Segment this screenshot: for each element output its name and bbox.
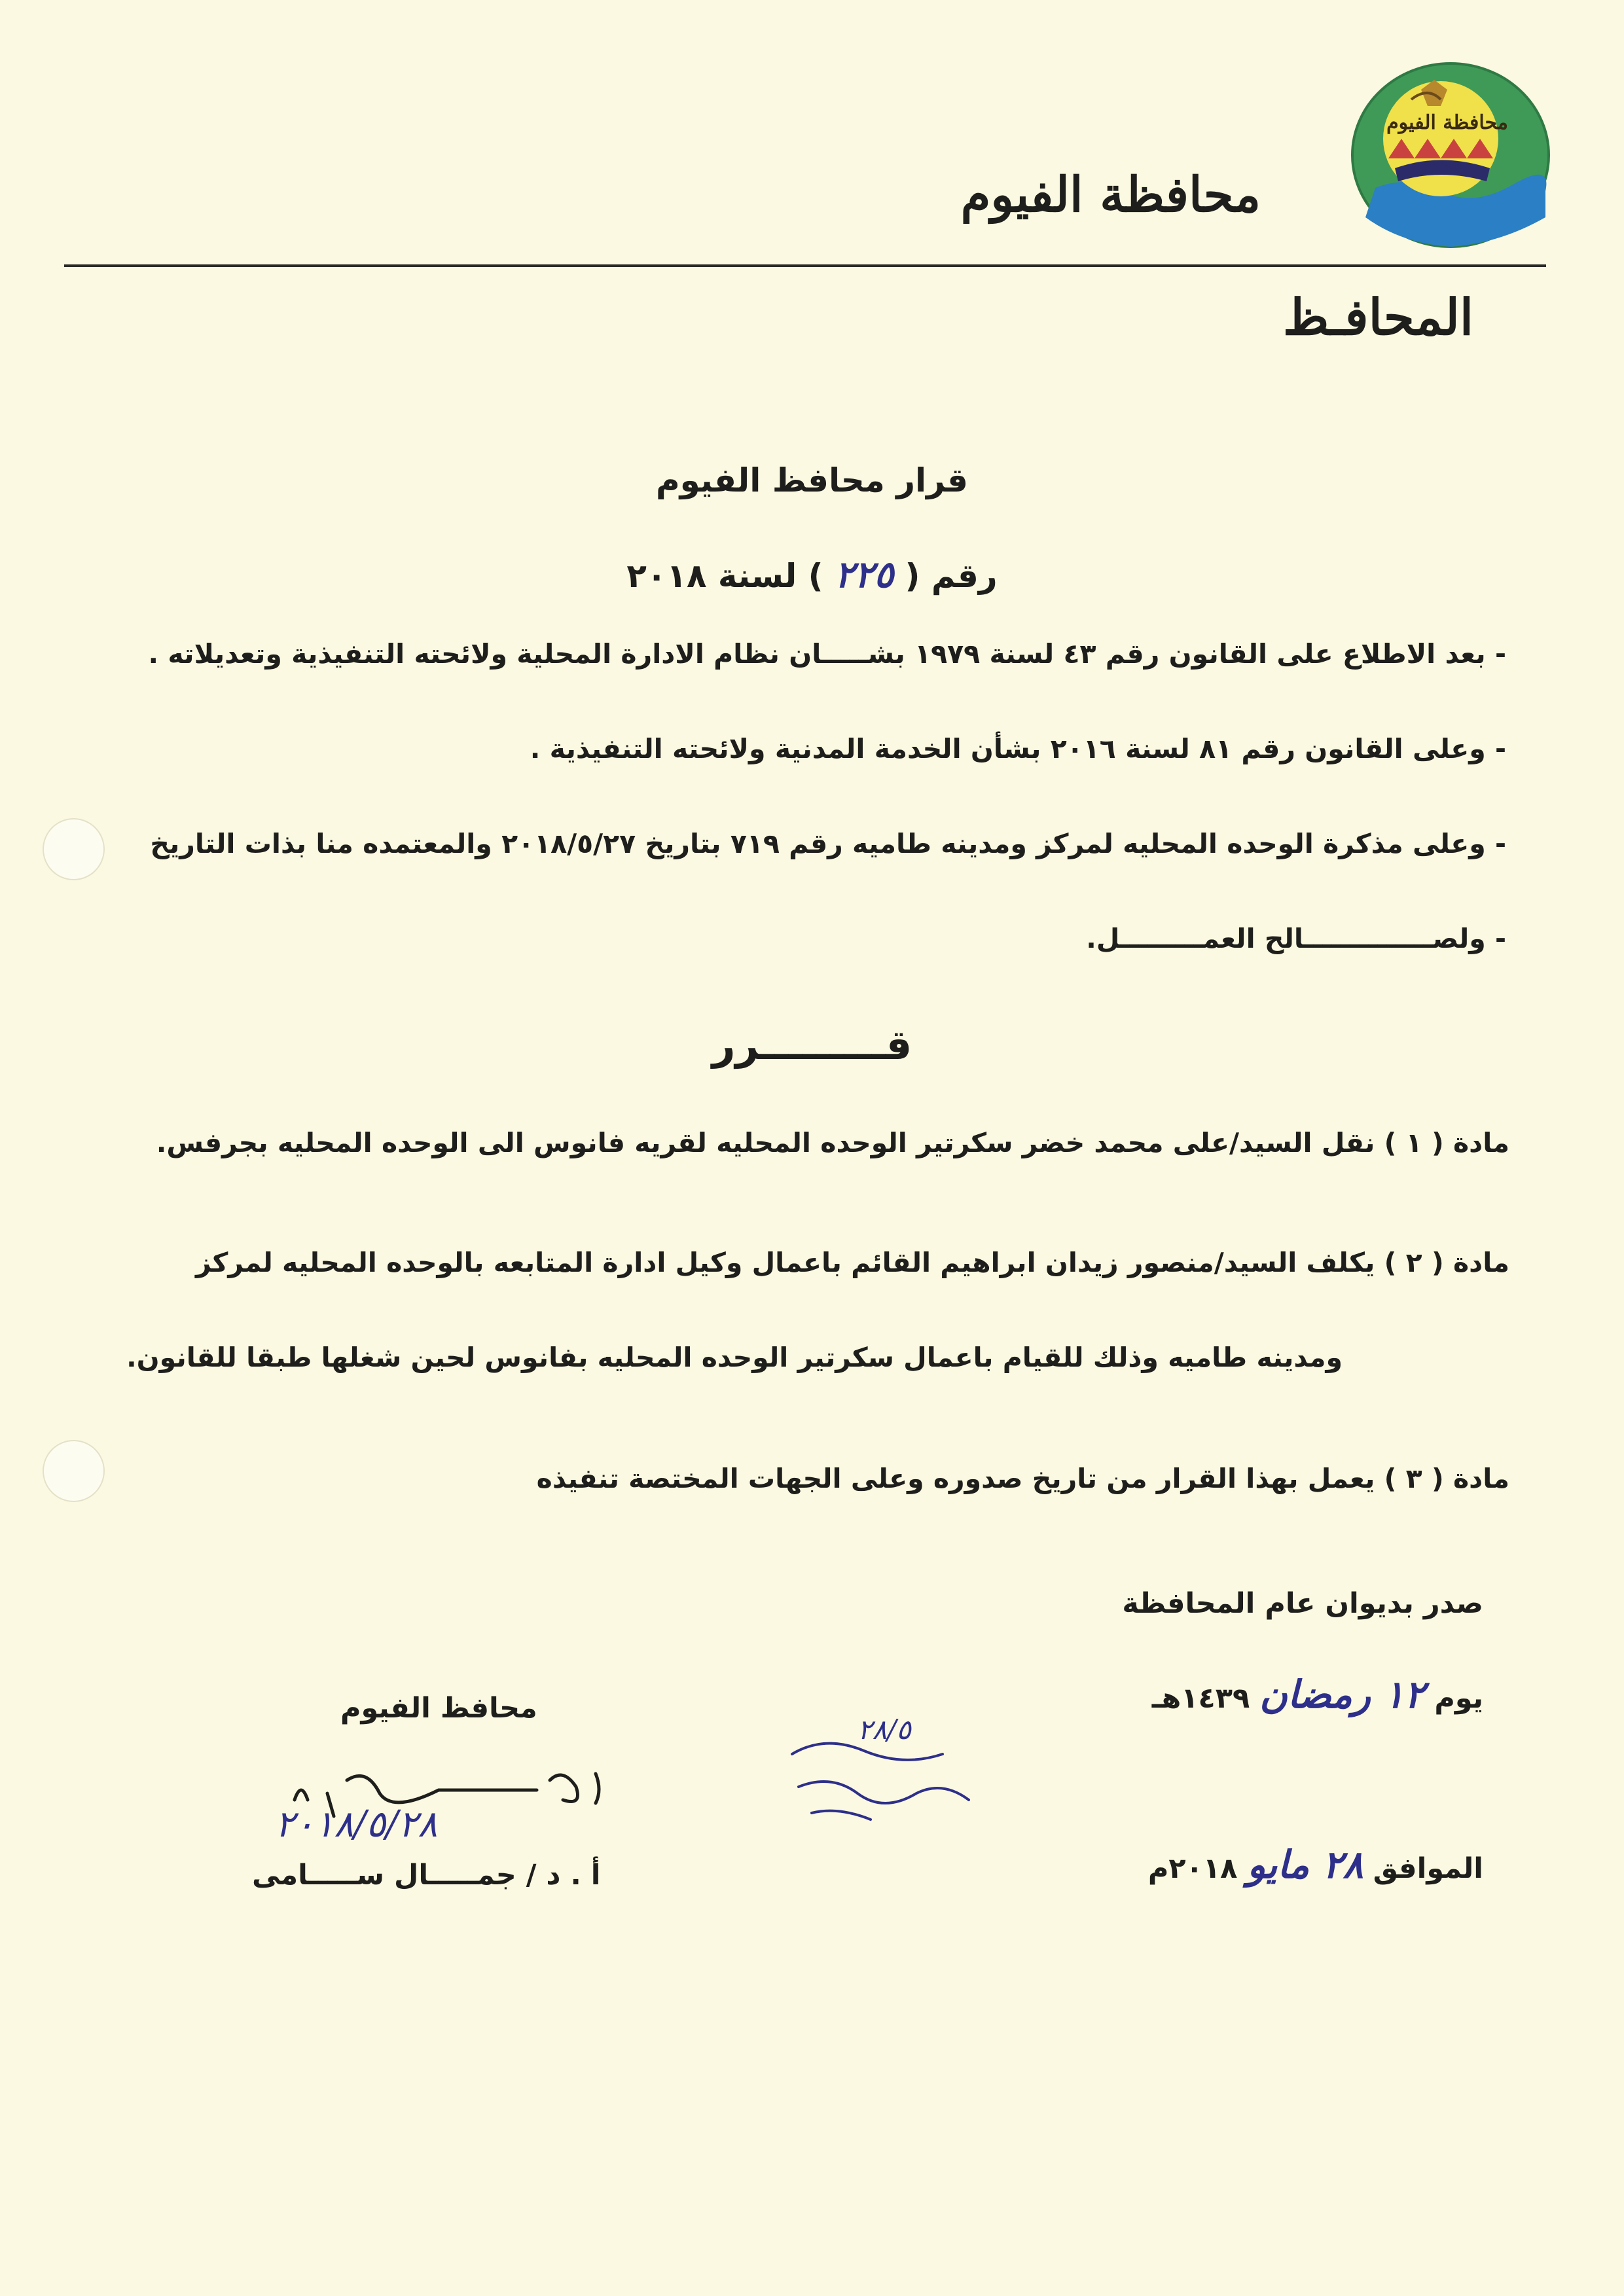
preamble-line: - ولصــــــــــــــالح العمـــــــــل. [1086,923,1506,954]
preamble-line: - وعلى مذكرة الوحده المحليه لمركز ومدينه طاميه رقم ٧١٩ بتاريخ ٢٠١٨/٥/٢٧ والمعتمده منا بذات التاريخ [150,828,1506,859]
article-2-line-2: ومدينه طاميه وذلك للقيام باعمال سكرتير الوحده المحليه بفانوس لحين شغلها طبقا للقانون. [126,1342,1343,1373]
article-2-line-1: مادة ( ٢ ) يكلف السيد/منصور زيدان ابراهيم القائم باعمال وكيل ادارة المتابعه بالوحده المحليه لمركز [195,1247,1509,1278]
governorate-name: محافظة الفيوم [960,167,1261,223]
preamble-line: - وعلى القانون رقم ٨١ لسنة ٢٠١٦ بشأن الخدمة المدنية ولائحته التنفيذية . [530,733,1506,764]
decision-title: قرار محافظ الفيوم [656,461,968,499]
gregorian-date-line [1148,1842,1483,1887]
logo-text: محافظة الفيوم [1386,111,1508,134]
corresponding-label: الموافق [1373,1852,1483,1885]
punch-hole [43,1440,105,1502]
article-1: مادة ( ١ ) نقل السيد/على محمد خضر سكرتير الوحده المحليه لقريه فانوس الى الوحده المحليه بجرفس. [156,1127,1509,1158]
decision-number-prefix: رقم ( [905,557,998,595]
punch-hole [43,818,105,880]
signatory-name: أ . د / جمـــــال ســـــامى [252,1859,601,1892]
decree-heading: قـــــــــرر [712,1021,912,1069]
office-title: المحافـظ [1282,288,1473,346]
decision-number-handwritten: ٢٢٥ [834,553,894,596]
article-3: مادة ( ٣ ) يعمل بهذا القرار من تاريخ صدوره وعلى الجهات المختصة تنفيذه [536,1463,1509,1494]
decision-number [0,553,1624,596]
hijri-date-handwritten: ١٢ رمضان [1259,1672,1425,1717]
gregorian-date-handwritten: ٢٨ مايو [1247,1842,1363,1887]
day-label: يوم [1434,1682,1483,1715]
header-divider [64,264,1546,267]
issued-at: صدر بديوان عام المحافظة [1122,1587,1483,1620]
signatory-title: محافظ الفيوم [340,1692,537,1725]
hijri-date-line [1152,1672,1483,1717]
witness-date-handwritten: ٢٨/٥ [857,1713,911,1746]
reviewer-signature [772,1715,1021,1839]
hijri-year: ١٤٣٩هـ [1151,1682,1250,1715]
signatory-date-handwritten: ٢٠١٨/٥/٢٨ [275,1803,438,1846]
decision-number-suffix: ) لسنة ٢٠١٨ [626,557,823,595]
fayoum-governorate-logo [1349,60,1552,250]
gregorian-year: ٢٠١٨م [1147,1852,1238,1885]
preamble-line: - بعد الاطلاع على القانون رقم ٤٣ لسنة ١٩٧٩ بشـــــان نظام الادارة المحلية ولائحته التنفيذية وتعديلاته . [148,638,1506,670]
